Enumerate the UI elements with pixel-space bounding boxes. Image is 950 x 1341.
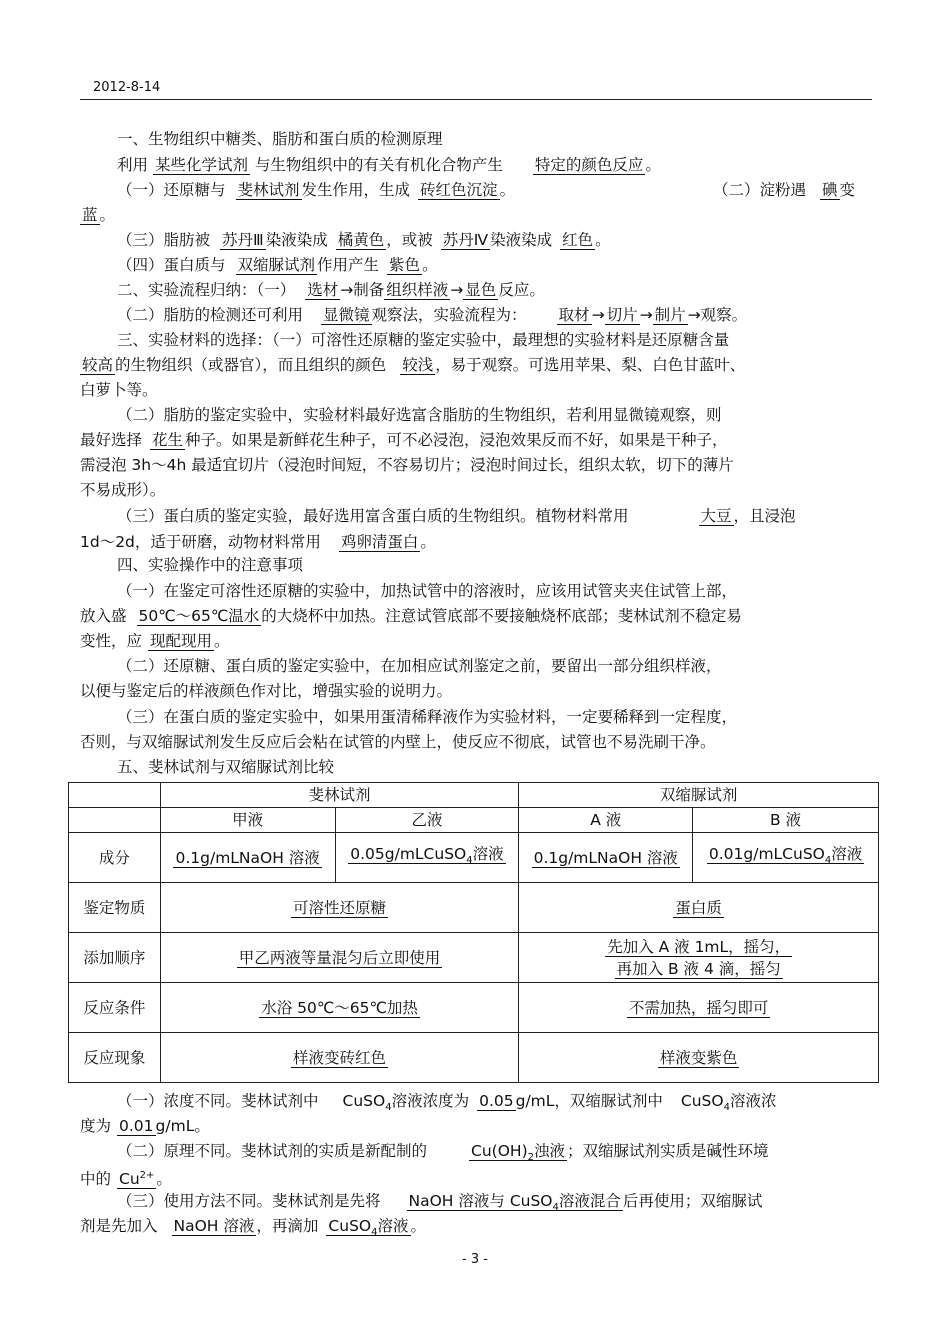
s1-line5: [117, 254, 917, 276]
cell-yi-text: [348, 844, 505, 867]
s5-line6: [80, 1215, 880, 1244]
section5-title: 五、斐林试剂与双缩脲试剂比较: [117, 758, 335, 776]
answer: 双缩脲试剂: [237, 256, 316, 274]
answer: [407, 1192, 623, 1214]
text: 。: [645, 156, 661, 174]
answer: 蛋白质: [675, 898, 722, 917]
row-label-target: 鉴定物质: [69, 883, 161, 933]
text: →制备: [340, 281, 385, 299]
text: 染液染成: [265, 231, 328, 249]
s1-line4: [117, 229, 917, 251]
cell-order-biuret: [519, 933, 879, 983]
s3-line8: [117, 505, 917, 527]
subscript: 4: [824, 855, 832, 867]
text: 。: [214, 632, 230, 650]
answer: 橘黄色: [337, 231, 385, 249]
text: CuSO: [342, 1092, 386, 1110]
subscript: 4: [723, 1102, 730, 1114]
answer: NaOH 溶液: [173, 1217, 255, 1235]
answer: 某些化学试剂: [154, 156, 248, 174]
section4-title: 四、实验操作中的注意事项: [117, 556, 304, 574]
text: 变: [839, 181, 856, 199]
text: ；双缩脲试剂实质是碱性环境: [567, 1142, 769, 1160]
answer: 可溶性还原糖: [293, 898, 387, 917]
subscript: 4: [552, 1202, 559, 1214]
text: 。: [499, 181, 516, 199]
cell-target-fehling: [160, 883, 519, 933]
answer: 取材: [558, 306, 590, 324]
cell-order-fehling: [160, 933, 519, 983]
text: （四）蛋白质与: [117, 256, 226, 274]
answer: [326, 1217, 410, 1239]
text: （三）使用方法不同。斐林试剂是先将: [117, 1192, 381, 1210]
table-row: [69, 933, 879, 983]
cell-b-text: [707, 844, 864, 867]
s1-line1: [117, 154, 917, 176]
header-rule: [80, 99, 872, 100]
cell-a: [519, 833, 693, 883]
answer: 水浴 50℃～65℃加热: [261, 998, 418, 1017]
th-yi: 乙液: [335, 808, 519, 833]
cell-a-text: 0.1g/mLNaOH 溶液: [533, 848, 678, 867]
text: （二）脂肪的检测还可利用: [117, 306, 304, 324]
cell-cond-biuret: [519, 983, 879, 1033]
text: 的生物组织（或器官），而且组织的颜色: [115, 356, 387, 374]
answer: 制片: [654, 306, 686, 324]
answer: 显色: [465, 281, 497, 299]
text: →: [639, 306, 653, 324]
cell-target-biuret: [519, 883, 879, 933]
text: 1d～2d，适于研磨，动物材料常用: [80, 533, 321, 551]
cell-phen-biuret: [519, 1033, 879, 1083]
text: （三）蛋白质的鉴定实验，最好选用富含蛋白质的生物组织。植物材料常用: [117, 507, 629, 525]
text: （二）原理不同。斐林试剂的实质是新配制的: [117, 1142, 428, 1160]
text: g/mL。: [155, 1117, 210, 1135]
text: （一）还原糖与: [117, 181, 226, 199]
answer: 紫色: [389, 256, 421, 274]
text: 作用产生: [317, 256, 380, 274]
row-label-phenomenon: 反应现象: [69, 1033, 161, 1083]
text: 溶液浓: [729, 1092, 777, 1110]
s3-line3: 白萝卜等。: [80, 381, 158, 399]
text: NaOH 溶液与 CuSO: [408, 1192, 553, 1210]
cell-yi: [335, 833, 519, 883]
answer: 再加入 B 液 4 滴，摇匀: [616, 959, 781, 978]
answer: 组织样液: [386, 281, 449, 299]
text: →: [591, 306, 605, 324]
th-a: A 液: [519, 808, 693, 833]
section1-title: 一、生物组织中糖类、脂肪和蛋白质的检测原理: [117, 130, 443, 148]
s5-line4: [80, 1165, 880, 1190]
table-row: [69, 983, 879, 1033]
table-row: [69, 883, 879, 933]
table-corner-2: [69, 808, 161, 833]
th-biuret: 双缩脲试剂: [519, 783, 879, 808]
text: 溶液: [472, 844, 504, 863]
text: 观察法，实验流程为：: [371, 306, 527, 324]
answer: 花生: [152, 431, 184, 449]
text: g/mL，双缩脲试剂中: [515, 1092, 663, 1110]
text: 染液染成: [490, 231, 553, 249]
text: 。: [99, 206, 116, 224]
cell-cond-fehling: [160, 983, 519, 1033]
text: →: [450, 281, 464, 299]
text: Cu: [119, 1170, 140, 1189]
answer: 不需加热，摇匀即可: [628, 998, 769, 1017]
answer: 较浅: [402, 356, 434, 374]
page-number: - 3 -: [462, 1252, 488, 1267]
table-row: [69, 1033, 879, 1083]
answer: 碘: [822, 181, 838, 199]
subscript: 2: [527, 1152, 534, 1164]
cell-b: [693, 833, 879, 883]
text: 浊液: [534, 1142, 566, 1160]
s2-line2: [117, 304, 917, 326]
text: 。: [420, 533, 436, 551]
row-label-condition: 反应条件: [69, 983, 161, 1033]
answer: 大豆: [700, 507, 732, 525]
subscript: 4: [371, 1227, 378, 1239]
answer: 甲乙两液等量混匀后立即使用: [238, 948, 441, 967]
text: 剂是先加入: [80, 1217, 158, 1235]
s4-line6: （三）在蛋白质的鉴定实验中，如果用蛋清稀释液作为实验材料，一定要稀释到一定程度，: [117, 708, 738, 726]
text: 溶液浓度为: [391, 1092, 470, 1110]
answer: 砖红色沉淀: [420, 181, 498, 199]
text: 中的: [80, 1170, 112, 1189]
text: ，易于观察。可选用苹果、梨、白色甘蓝叶、: [435, 356, 746, 374]
text: ，再滴加: [256, 1217, 319, 1235]
text: 与生物组织中的有关有机化合物产生: [249, 156, 503, 174]
row-label-order: 添加顺序: [69, 933, 161, 983]
text: 0.01g/mLCuSO: [708, 844, 825, 863]
answer: 现配现用: [150, 632, 213, 650]
text: 0.05g/mLCuSO: [350, 844, 467, 863]
text: 最好选择: [80, 431, 143, 449]
s3-line2: [80, 354, 880, 376]
answer: 0.05: [479, 1092, 514, 1110]
comparison-table: [68, 782, 879, 1083]
s3-line7: 不易成形）。: [80, 481, 166, 499]
s3-line5: [80, 429, 880, 451]
answer: 蓝: [82, 206, 98, 224]
text: 利用: [117, 156, 153, 174]
answer: 斐林试剂: [237, 181, 300, 199]
superscript: 2+: [139, 1170, 155, 1181]
cell-jia-text: 0.1g/mLNaOH 溶液: [175, 848, 320, 867]
answer: 先加入 A 液 1mL，摇匀，: [607, 937, 791, 956]
text: 的大烧杯中加热。注意试管底部不要接触烧杯底部；斐林试剂不稳定易: [261, 607, 742, 625]
text: 溶液混合: [558, 1192, 621, 1210]
text: 溶液: [831, 844, 863, 863]
text: 反应。: [498, 281, 545, 299]
s4-line1: （一）在鉴定可溶性还原糖的实验中，加热试管中的溶液时，应该用试管夹夹住试管上部，: [117, 582, 738, 600]
text: 溶液: [377, 1217, 409, 1235]
answer: 鸡卵清蛋白: [340, 533, 419, 551]
text: （三）脂肪被: [117, 231, 211, 249]
text: Cu(OH): [471, 1142, 528, 1160]
text: →观察。: [687, 306, 748, 324]
s4-line4: （二）还原糖、蛋白质的鉴定实验中，在加相应试剂鉴定之前，要留出一部分组织样液，: [117, 657, 722, 675]
table-corner: [69, 783, 161, 808]
answer: 50℃～65℃温水: [138, 607, 260, 625]
text: 。: [422, 256, 438, 274]
s4-line5: 以便与鉴定后的样液颜色作对比，增强实验的说明力。: [80, 682, 453, 700]
answer: 0.01: [119, 1117, 154, 1135]
text: 度为: [80, 1117, 112, 1135]
text: 变性，应: [80, 632, 143, 650]
answer: 样液变砖红色: [293, 1048, 387, 1067]
text: ，且浸泡: [733, 507, 796, 525]
cell-jia: [160, 833, 335, 883]
s3-line1: 三、实验材料的选择：（一）可溶性还原糖的鉴定实验中，最理想的实验材料是还原糖含量: [117, 331, 730, 349]
table-header-row: [69, 783, 879, 808]
table-subheader-row: [69, 808, 879, 833]
answer: 红色: [562, 231, 594, 249]
text: 发生作用，生成: [301, 181, 411, 199]
text: 。: [595, 231, 611, 249]
s4-line3: [80, 630, 880, 652]
text: CuSO: [680, 1092, 724, 1110]
text: CuSO: [328, 1217, 372, 1235]
text: （二）淀粉遇: [713, 181, 807, 199]
cell-phen-fehling: [160, 1033, 519, 1083]
answer: [117, 1170, 156, 1189]
table-row: [69, 833, 879, 883]
subscript: 4: [385, 1102, 392, 1114]
th-fehling: 斐林试剂: [160, 783, 519, 808]
answer: 样液变紫色: [659, 1048, 738, 1067]
answer: 苏丹Ⅲ: [222, 231, 264, 249]
answer: 显微镜: [323, 306, 370, 324]
text: 后再使用；双缩脲试: [622, 1192, 763, 1210]
subscript: 4: [466, 855, 473, 867]
text: 。: [410, 1217, 427, 1235]
s4-line2: [80, 605, 880, 627]
header-date: 2012-8-14: [93, 80, 161, 95]
s3-line4: （二）脂肪的鉴定实验中，实验材料最好选富含脂肪的生物组织，若利用显微镜观察，则: [117, 406, 722, 424]
s3-line9: [80, 531, 880, 553]
text: （一）浓度不同。斐林试剂中: [117, 1092, 319, 1110]
s5-line2: [80, 1115, 880, 1137]
s1-line3: [80, 204, 880, 226]
answer: 切片: [606, 306, 638, 324]
text: 放入盛: [80, 607, 127, 625]
s3-line6: 需浸泡 3h～4h 最适宜切片（浸泡时间短，不容易切片；浸泡时间过长，组织太软，切下的薄片: [80, 456, 734, 474]
s4-line7: 否则，与双缩脲试剂发生反应后会粘在试管的内壁上，使反应不彻底，试管也不易洗刷干净。: [80, 733, 716, 751]
s1-line2: [117, 179, 877, 201]
answer: 选材: [307, 281, 339, 299]
row-label-composition: 成分: [69, 833, 161, 883]
th-b: B 液: [693, 808, 879, 833]
s2-line1: [117, 279, 917, 301]
answer: 苏丹Ⅳ: [442, 231, 489, 249]
text: ，或被: [386, 231, 433, 249]
answer: 特定的颜色反应: [534, 156, 644, 174]
text: 种子。如果是新鲜花生种子，可不必浸泡，浸泡效果反而不好，如果是干种子，: [185, 431, 728, 449]
answer: [469, 1142, 567, 1164]
text: 。: [156, 1170, 172, 1189]
answer: 较高: [82, 356, 114, 374]
th-jia: 甲液: [160, 808, 335, 833]
text: 二、实验流程归纳：（一）: [117, 281, 296, 299]
